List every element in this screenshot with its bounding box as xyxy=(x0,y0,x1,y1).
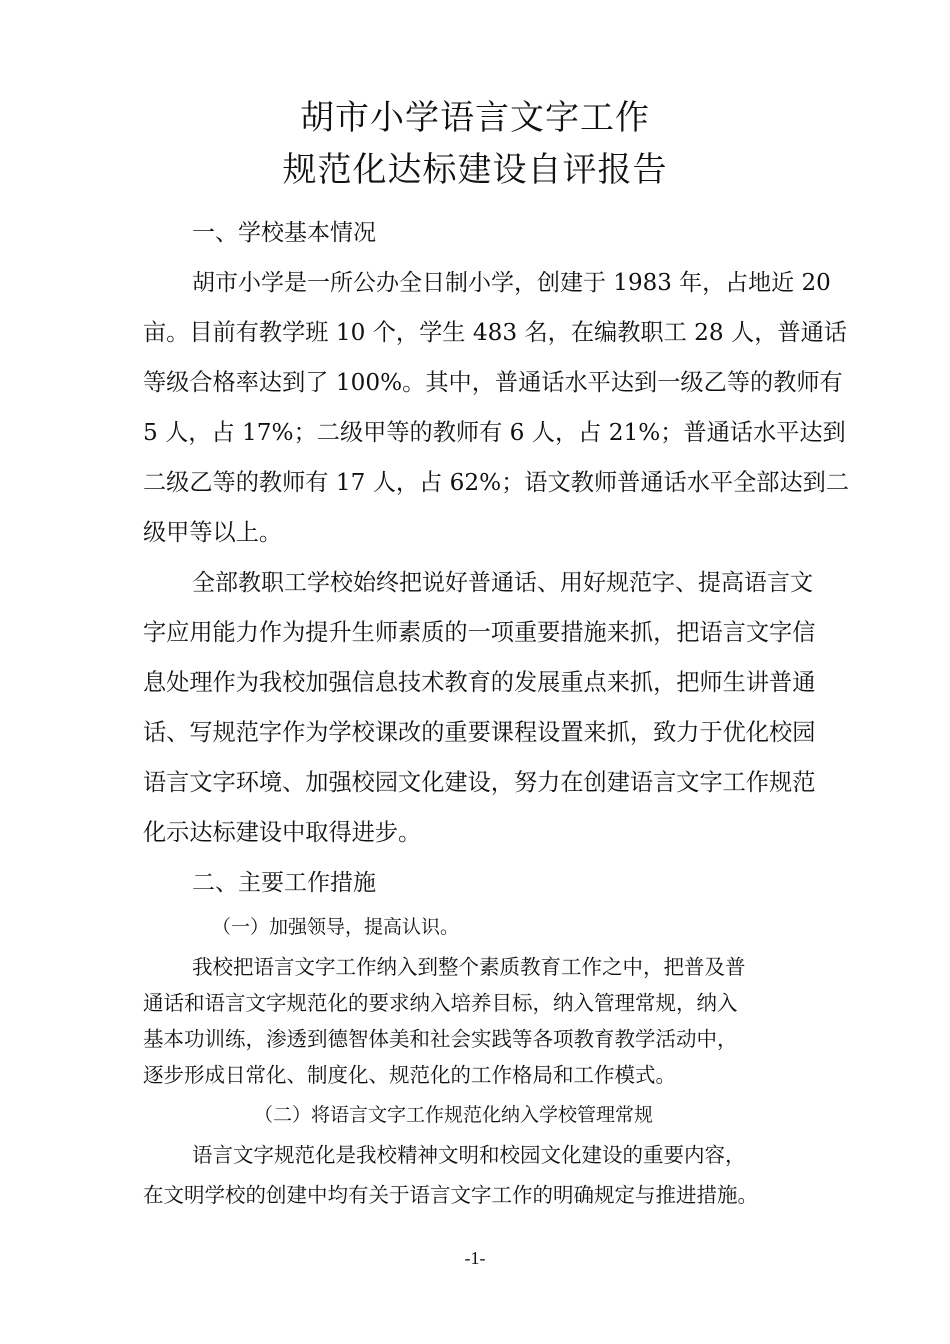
section2-sub1-heading: （一）加强领导，提高认识。 xyxy=(212,916,460,938)
section1-heading: 一、学校基本情况 xyxy=(192,220,376,246)
section2-sub1-line3: 基本功训练，渗透到德智体美和社会实践等各项教育教学活动中， xyxy=(143,1027,738,1051)
section2-sub2-line2: 在文明学校的创建中均有关于语言文字工作的明确规定与推进措施。 xyxy=(143,1183,758,1207)
section2-sub1-line1: 我校把语言文字工作纳入到整个素质教育工作之中，把普及普 xyxy=(192,955,746,979)
section1-para2-line1: 全部教职工学校始终把说好普通话、用好规范字、提高语言文 xyxy=(192,570,813,596)
section1-para2-line4: 话、写规范字作为学校课改的重要课程设置来抓，致力于优化校园 xyxy=(143,719,816,746)
document-title-line1: 胡市小学语言文字工作 xyxy=(300,98,650,138)
section1-para2-line3: 息处理作为我校加强信息技术教育的发展重点来抓，把师生讲普通 xyxy=(143,669,816,696)
section1-para1-line4: 5 人，占 17%；二级甲等的教师有 6 人，占 21%；普通话水平达到 xyxy=(143,419,846,446)
section1-para1-line3: 等级合格率达到了 100%。其中，普通话水平达到一级乙等的教师有 xyxy=(143,369,843,396)
section2-sub1-line4: 逐步形成日常化、制度化、规范化的工作格局和工作模式。 xyxy=(143,1063,676,1087)
section1-para1-line5: 二级乙等的教师有 17 人，占 62%；语文教师普通话水平全部达到二 xyxy=(143,469,850,496)
section1-para1-line2: 亩。目前有教学班 10 个，学生 483 名，在编教职工 28 人，普通话 xyxy=(143,319,847,346)
section1-para2-line5: 语言文字环境、加强校园文化建设，努力在创建语言文字工作规范 xyxy=(143,769,816,796)
section1-para2-line2: 字应用能力作为提升生师素质的一项重要措施来抓，把语言文字信 xyxy=(143,619,816,646)
section2-sub1-line2: 通话和语言文字规范化的要求纳入培养目标，纳入管理常规，纳入 xyxy=(143,991,738,1015)
section2-heading: 二、主要工作措施 xyxy=(192,870,376,896)
section2-sub2-line1: 语言文字规范化是我校精神文明和校园文化建设的重要内容， xyxy=(192,1143,746,1167)
page-number: -1- xyxy=(464,1248,486,1268)
section2-sub2-heading: （二）将语言文字工作规范化纳入学校管理常规 xyxy=(254,1104,654,1126)
section1-para1-line1: 胡市小学是一所公办全日制小学，创建于 1983 年，占地近 20 xyxy=(192,270,831,296)
section1-para2-line6: 化示达标建设中取得进步。 xyxy=(143,819,422,846)
section1-para1-line6: 级甲等以上。 xyxy=(143,519,283,546)
document-title-line2: 规范化达标建设自评报告 xyxy=(282,150,668,190)
